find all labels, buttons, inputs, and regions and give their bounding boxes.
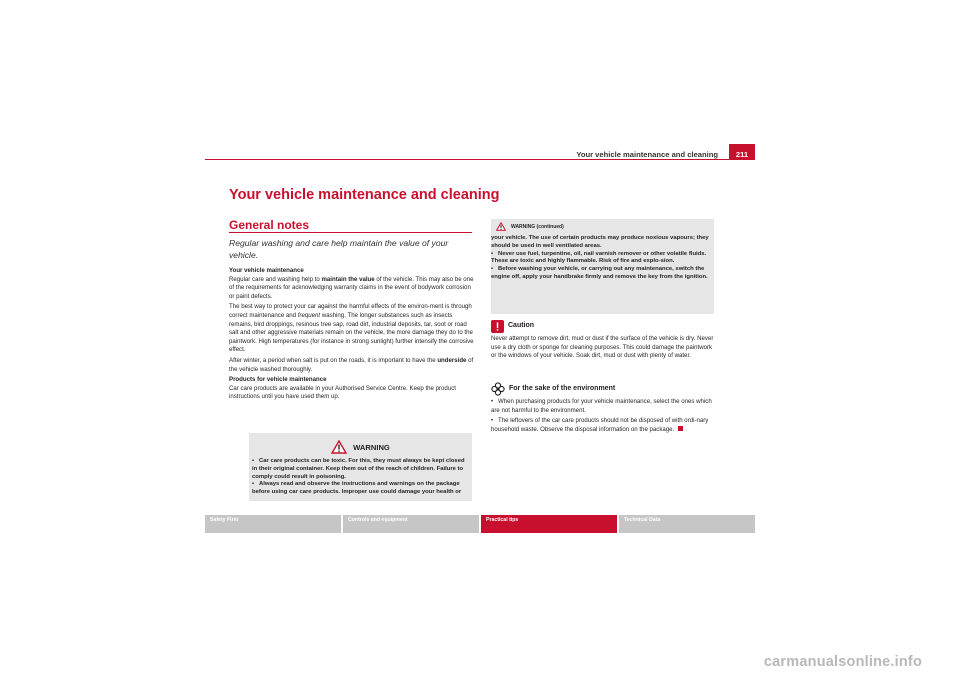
warning-label: WARNING bbox=[353, 442, 390, 452]
caution-exclamation-icon bbox=[491, 320, 504, 333]
flower-environment-icon bbox=[491, 382, 505, 396]
footer-tab-technical-data[interactable]: Technical Data bbox=[619, 515, 755, 533]
end-of-section-square-icon bbox=[678, 426, 683, 431]
header-rule bbox=[205, 159, 755, 160]
footer-tab-practical-tips[interactable]: Practical tips bbox=[481, 515, 617, 533]
caution-block bbox=[491, 320, 716, 363]
warning-header bbox=[249, 440, 472, 454]
environment-item: • The leftovers of the car care products should not be disposed of with ordi-nary household waste. Observe the disposal information on the package. bbox=[491, 417, 709, 433]
environment-item: • When purchasing products for your vehicle maintenance, select the ones which are not harmful to the environment. bbox=[491, 398, 712, 414]
warning-text: your vehicle. The use of certain products may produce noxious vapours; they should be used in well ventilated areas. bbox=[491, 235, 709, 249]
warning-item: • Never use fuel, turpentine, oil, nail varnish remover or other volatile fluids. These are toxic and highly flammable. Risk of fire and explo-sion. bbox=[491, 250, 707, 265]
footer-tab-controls-and-equipment[interactable]: Controls and equipment bbox=[343, 515, 479, 533]
warning-body bbox=[249, 454, 472, 497]
warning-item: • Before washing your vehicle, or carrying out any maintenance, switch the engine off, apply your handbrake firmly and remove the key from the ignition. bbox=[491, 266, 708, 280]
subheading-products: Products for vehicle maintenance bbox=[229, 376, 327, 384]
warning-box bbox=[249, 433, 472, 501]
paragraph: After winter, a period when salt is put on the roads, it is important to have the underside of the vehicle washed thoroughly. bbox=[229, 356, 474, 373]
warning-item: • Car care products can be toxic. For this, they must always be kept closed in their original container. Keep them out of the reach of children. Failure to comply could result in poisoning. bbox=[252, 458, 465, 480]
section-rule bbox=[229, 232, 472, 233]
chapter-title: Your vehicle maintenance and cleaning bbox=[229, 187, 500, 203]
warning-triangle-icon bbox=[496, 222, 506, 231]
warning-continued-header bbox=[491, 219, 714, 231]
caution-header bbox=[491, 320, 716, 333]
warning-triangle-icon bbox=[331, 440, 347, 454]
warning-item: • Always read and observe the instructions and warnings on the package before using car care products. Improper use could damage your health or bbox=[252, 481, 462, 496]
page-number: 211 bbox=[729, 144, 755, 160]
section-title: General notes bbox=[229, 218, 310, 232]
environment-label: For the sake of the environment bbox=[509, 384, 616, 392]
paragraph: Regular care and washing help to maintain the value of the vehicle. This may also be one of the requirements for acknowledging warranty claims in the event of bodywork corrosion or paint defects. bbox=[229, 275, 474, 300]
paragraph: Car care products are available in your Authorised Service Centre. Keep the product instructions until you have used them up. bbox=[229, 384, 456, 401]
footer-tabs bbox=[205, 515, 755, 533]
watermark: carmanualsonline.info bbox=[763, 654, 922, 670]
warning-continued-box bbox=[491, 219, 714, 314]
section-lead: Regular washing and care help maintain the value of your vehicle. bbox=[229, 238, 449, 260]
environment-block bbox=[491, 382, 716, 436]
caution-text: Never attempt to remove dirt, mud or dust if the surface of the vehicle is dry. Never use a dry cloth or sponge for cleaning purposes. This could damage the paintwork or the windows of your vehicle. Soak dirt, mud or dust with plenty of water. bbox=[491, 335, 714, 360]
left-column bbox=[229, 267, 474, 404]
running-header-title: Your vehicle maintenance and cleaning bbox=[576, 150, 718, 159]
caution-label: Caution bbox=[508, 322, 535, 330]
footer-tab-safety-first[interactable]: Safety First bbox=[205, 515, 341, 533]
environment-header bbox=[491, 382, 716, 396]
warning-continued-label: WARNING (continued) bbox=[511, 223, 564, 230]
warning-continued-body bbox=[491, 231, 714, 282]
subheading-maintenance: Your vehicle maintenance bbox=[229, 267, 304, 274]
paragraph: The best way to protect your car against the harmful effects of the environ-ment is through correct maintenance and frequent washing. The longer substances such as insects remains, bird droppings, resinous tree sap, road dirt, industrial deposits, tar, soot or road salt and other aggressive materials remain on the vehicle, the more damage they do to the paintwork. High temperatures (for instance in strong sunlight) further intensify the corrosive effect. bbox=[229, 303, 474, 354]
